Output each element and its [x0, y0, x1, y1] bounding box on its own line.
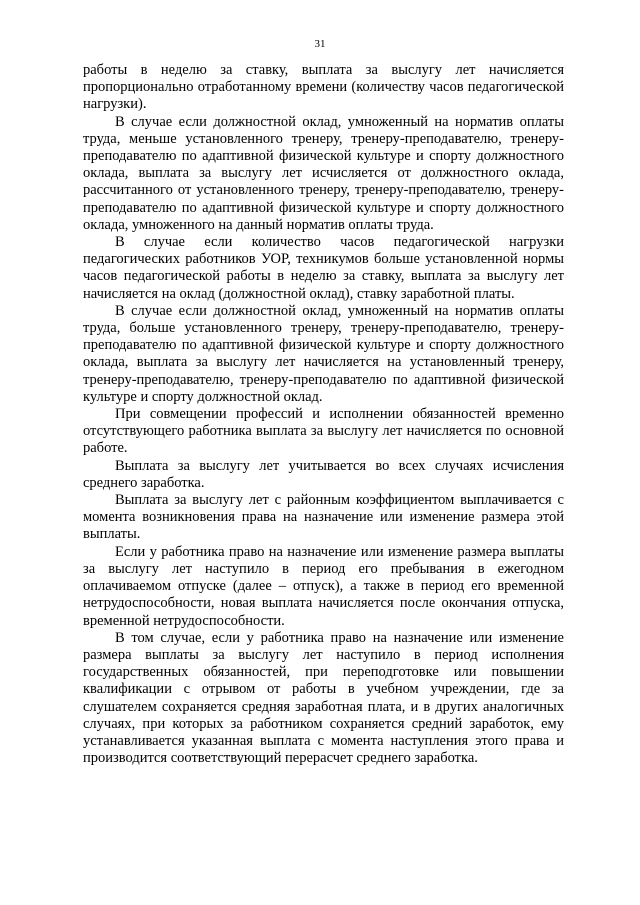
paragraph-continuation: работы в неделю за ставку, выплата за выслугу лет начисляется пропорционально отработанному времени (количеству часов педагогической нагрузки).: [83, 62, 564, 113]
paragraph-average-earnings: Выплата за выслугу лет учитывается во всех случаях исчисления среднего заработка.: [83, 457, 564, 491]
paragraph-salary-less: В случае если должностной оклад, умноженный на норматив оплаты труда, меньше установленного тренеру, тренеру-преподавателю, тренеру-преподавателю по адаптивной физической культуре и спорту должностного оклада, выплата за выслугу лет исчисляется от должностного оклада, рассчитанного от установленного тренеру, тренеру-преподавателю, тренеру-преподавателю по адаптивной физической культуре и спорту должностного оклада, умноженного на данный норматив оплаты труда.: [83, 113, 564, 233]
paragraph-vacation: Если у работника право на назначение или изменение размера выплаты за выслугу лет наступило в период его пребывания в ежегодном оплачиваемом отпуске (далее – отпуск), а также в период его временной нетрудоспособности, новая выплата начисляется после окончания отпуска, временной нетрудоспособности.: [83, 543, 564, 629]
paragraph-hours-more: В случае если количество часов педагогической нагрузки педагогических работников УОР, техникумов больше установленной нормы часов педагогической работы в неделю за ставку, выплата за выслугу лет начисляется на оклад (должностной оклад), ставку заработной платы.: [83, 234, 564, 302]
paragraph-regional-coefficient: Выплата за выслугу лет с районным коэффициентом выплачивается с момента возникновения права на назначение или изменение размера этой выплаты.: [83, 492, 564, 543]
page-number: 31: [314, 38, 326, 50]
paragraph-combining-duties: При совмещении профессий и исполнении обязанностей временно отсутствующего работника выплата за выслугу лет начисляется по основной работе.: [83, 406, 564, 457]
paragraph-state-duties: В том случае, если у работника право на назначение или изменение размера выплаты за выслугу лет наступило в период исполнения государственных обязанностей, при переподготовке или повышении квалификации с отрывом от работы в учебном учреждении, где за слушателем сохраняется средняя заработная плата, и в других аналогичных случаях, при которых за работником сохраняется средний заработок, ему устанавливается указанная выплата с момента наступления этого права и производится соответствующий перерасчет среднего заработка.: [83, 629, 564, 767]
document-body: [83, 62, 564, 767]
paragraph-salary-more: В случае если должностной оклад, умноженный на норматив оплаты труда, больше установленного тренеру, тренеру-преподавателю, тренеру-преподавателю по адаптивной физической культуре и спорту должностного оклада, выплата за выслугу лет начисляется на установленный тренеру, тренеру-преподавателю, тренеру-преподавателю по адаптивной физической культуре и спорту должностной оклад.: [83, 302, 564, 405]
